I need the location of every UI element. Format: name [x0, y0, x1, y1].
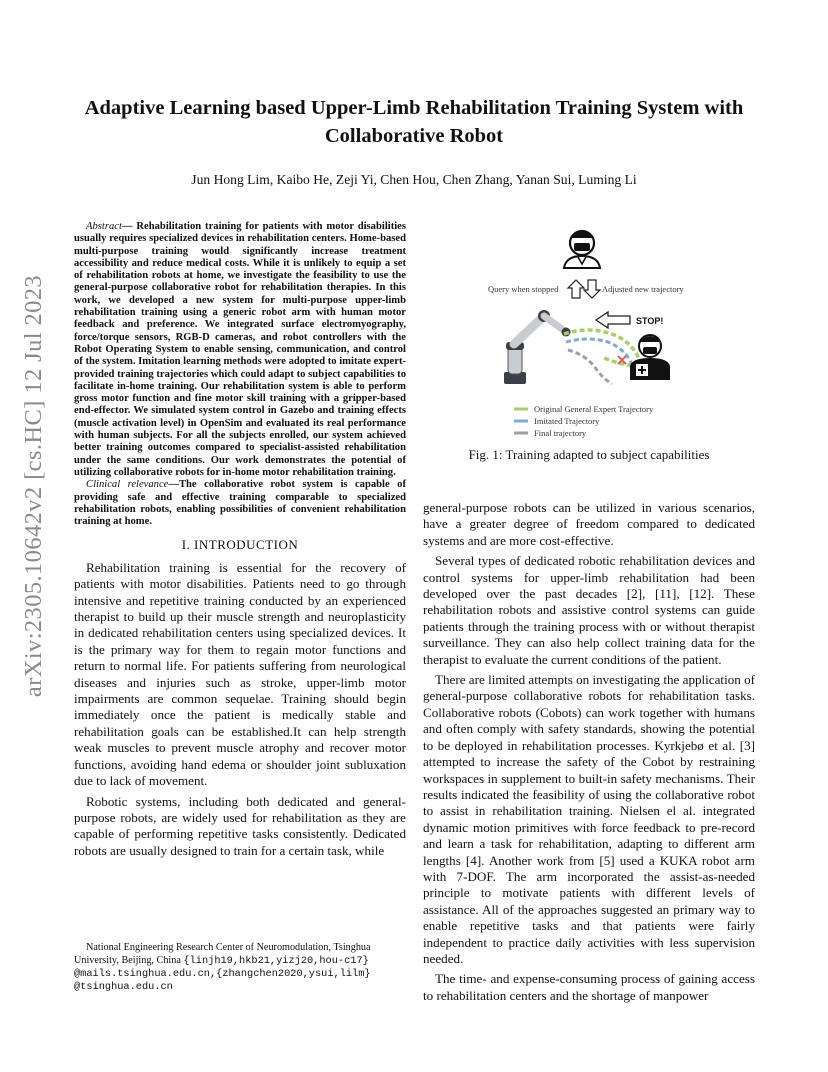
stop-label: STOP! — [636, 316, 664, 326]
right-paragraph-1: general-purpose robots can be utilized in various scenarios, have a greater degree of freedom compared to dedicated systems and are more cost-effective. — [423, 500, 755, 548]
footnote-emails-1: {linjh19,hkb21,yizj20,hou-c17} — [183, 955, 369, 967]
clinical-relevance-text: —The collaborative robot system is capable of providing safe and effective training comparable to specialized rehabilitation robots, enabling possibilities of convenient rehabilitation training at home. — [74, 479, 406, 528]
section-heading: I. INTRODUCTION — [181, 537, 299, 553]
figure-1 — [484, 216, 714, 446]
paper-title: Adaptive Learning based Upper-Limb Rehabilitation Training System with Collaborative Robot — [84, 97, 744, 147]
arxiv-id: arXiv:2305.10642v2 [cs.HC] 12 Jul 2023 — [20, 274, 47, 698]
right-paragraph-2: Several types of dedicated robotic rehabilitation devices and control systems for upper-limb rehabilitation had been developed over the past decades [2], [11], [12]. These rehabilitation robots and assistive control systems can guide patients through the training process with or without therapist surveillance. They can also help collect training data for the therapist to evaluate the current conditions of the patient. — [423, 553, 755, 667]
figure-caption: Fig. 1: Training adapted to subject capabilities — [468, 447, 710, 462]
adjusted-label: Adjusted new trajectory — [602, 284, 684, 294]
figure-legend — [514, 404, 654, 438]
footnote — [74, 941, 414, 994]
paper-authors: Jun Hong Lim, Kaibo He, Zeji Yi, Chen Hou, Chen Zhang, Yanan Sui, Luming Li — [191, 172, 637, 187]
abstract-label: Abstract — [86, 221, 122, 232]
intro-paragraph-1: Rehabilitation training is essential for the recovery of patients with motor disabilities. Patients need to go through intensive and repetitive training conducted by an experienced therapist to build up their muscle strength and neuroplasticity in dedicated rehabilitation centers using specialized devices. It is the primary way for them to regain motor functions and return to normal life. For patients suffering from neurological diseases and injuries such as stroke, upper-limb motor impairments are common sequelae. Training should begin immediately once the patient is medically stable and rehabilitation goals can be established.It can help strength weak muscles to prevent muscle atrophy and recover motor functions, avoiding hand edema or shoulder joint subluxation due to lack of movement. — [74, 559, 406, 789]
legend-final: Final trajectory — [534, 428, 587, 438]
query-arrows — [568, 280, 600, 298]
right-column — [423, 500, 755, 1008]
clinical-relevance-label: Clinical relevance — [86, 479, 169, 491]
final-trajectory — [568, 350, 612, 384]
therapist-icon — [564, 231, 600, 268]
right-paragraph-4: The time- and expense-consuming process of gaining access to rehabilitation centers and the shortage of manpower — [423, 971, 755, 1003]
intro-paragraph-2: Robotic systems, including both dedicated and general-purpose robots, are widely used for rehabilitation as they are capable of performing repetitive tasks consistently. Dedicated robots are usually designed to train for a certain task, while — [74, 793, 406, 858]
footnote-emails-2: @mails.tsinghua.edu.cn,{zhangchen2020,ysui,lilm} — [74, 968, 371, 980]
robot-arm-icon — [504, 310, 571, 384]
right-paragraph-3: There are limited attempts on investigating the application of general-purpose collaborative robots for rehabilitation tasks. Collaborative robots (Cobots) can work together with humans and often comply with safety standards, showing the potential to be deployed in rehabilitation processes. Kyrkjebø et al. [3] attempted to increase the safety of the Cobot by restraining workspaces in supplement to built-in safety mechanisms. Their results indicated the feasibility of using the collaborative robot to assist in rehabilitation training. Nielsen el al. integrated dynamic motion primitives with force feedback to pre-record and learn a task for rehabilitation, adapting to different arm lengths [4]. Another work from [5] used a KUKA robot arm with 7-DOF. The arm incorporated the assist-as-needed principle to motivate patients with different levels of assistance. All of the approaches suggested an primary way to enable repetitive tasks and that patients were fairly independent to practice daily activities with less supervision needed. — [423, 672, 755, 966]
patient-icon — [630, 335, 670, 380]
stop-arrow-icon — [596, 312, 630, 328]
abstract — [74, 221, 406, 528]
abstract-text: — Rehabilitation training for patients with motor disabilities usually requires specialized devices in rehabilitation centers. Home-based multi-purpose training would significantly increase treatment accessibility and reduce medical costs. While it is unlikely to equip a set of rehabilitation robots at home, we investigate the feasibility to use the general-purpose collaborative robot for rehabilitation therapies. In this work, we developed a new system for multi-purpose upper-limb rehabilitation training using a generic robot arm with human motor feedback and preference. We integrated surface electromyography, force/torque sensors, RGB-D cameras, and robot controllers with the Robot Operating System to enable sensing, communication, and control of the system. Imitation learning methods were adopted to imitate expert-provided training trajectories which could adapt to subject capabilities to facilitate in-home training. Our rehabilitation system is able to perform gross motor function and fine motor skill training with a gripper-based end-effector. We simulated system control in Gazebo and training effects (muscle activation level) in OpenSim and evaluated its real performance with human subjects. For all the subjects enrolled, our system achieved better training outcomes compared to specialist-assisted rehabilitation under the same conditions. Our work demonstrates the potential of utilizing collaborative robots for in-home motor rehabilitation training. — [74, 221, 406, 478]
footnote-affiliation: National Engineering Research Center of Neuromodulation, Tsinghua University, Beijing, China — [74, 942, 371, 966]
legend-original: Original General Expert Trajectory — [534, 404, 654, 414]
arxiv-sidebar-stamp — [14, 274, 54, 698]
query-label: Query when stopped — [488, 284, 559, 294]
footnote-emails-3: @tsinghua.edu.cn — [74, 981, 173, 993]
legend-imitated: Imitated Trajectory — [534, 416, 600, 426]
left-column — [74, 221, 406, 863]
